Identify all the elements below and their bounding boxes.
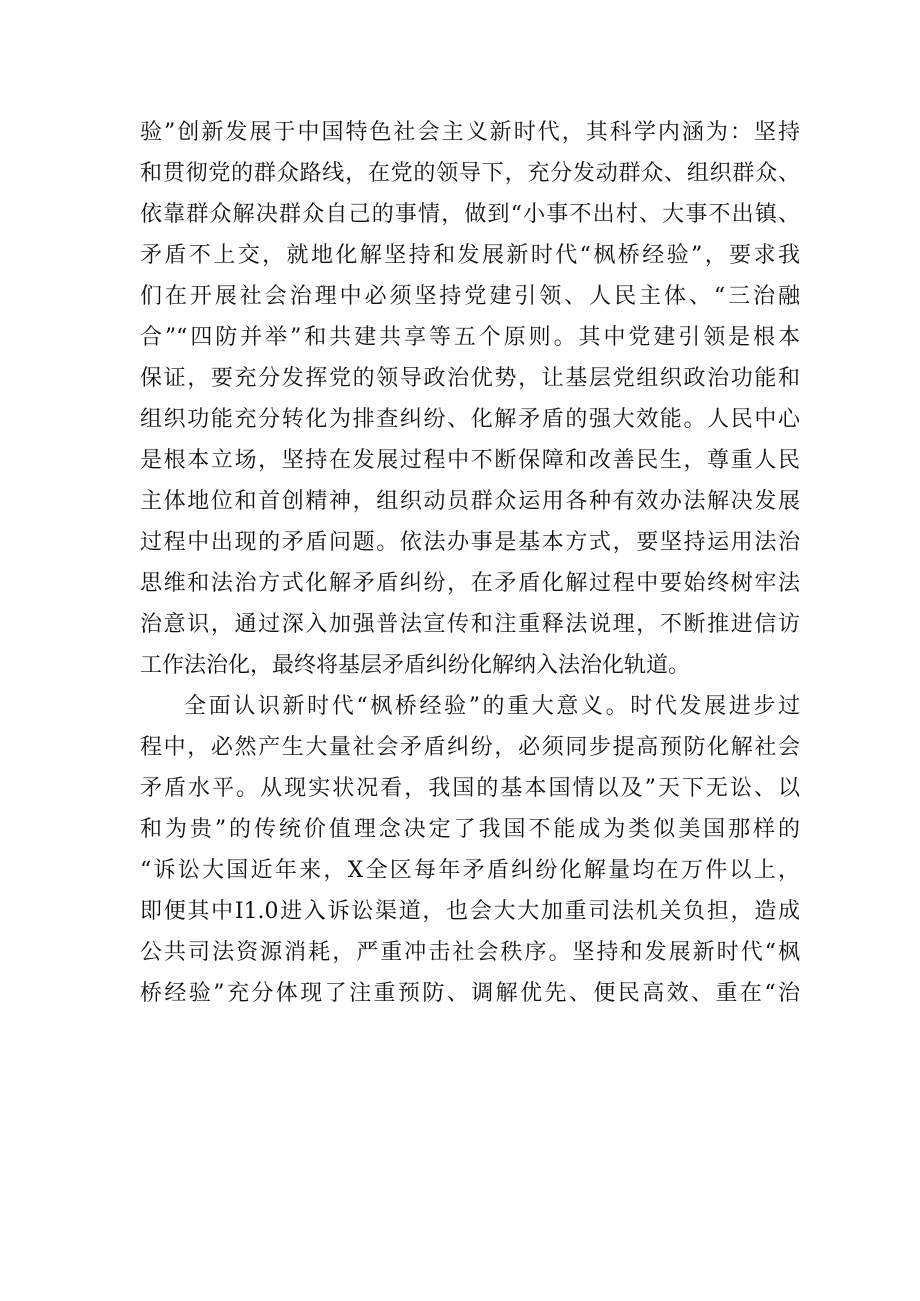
text-line: 们在开展社会治理中必须坚持党建引领、人民主体、“三治融 [140, 284, 800, 309]
text-line: 依靠群众解决群众自己的事情，做到“小事不出村、大事不出镇、 [140, 202, 800, 227]
text-line: 矛盾不上交，就地化解坚持和发展新时代“枫桥经验”，要求我 [140, 243, 800, 268]
text-line: 合”“四防并举”和共建共享等五个原则。其中党建引领是根本 [140, 325, 800, 350]
text-line: 验”创新发展于中国特色社会主义新时代，其科学内涵为：坚持 [140, 120, 800, 145]
paragraph-start-line: 全面认识新时代“枫桥经验”的重大意义。时代发展进步过 [184, 694, 800, 719]
text-line: 主体地位和首创精神，组织动员群众运用各种有效办法解决发展 [140, 489, 800, 514]
text-line: 治意识，通过深入加强普法宣传和注重释法说理，不断推进信访 [140, 612, 800, 637]
text-line: 程中，必然产生大量社会矛盾纠纷，必须同步提高预防化解社会 [140, 735, 800, 760]
text-line: 和为贵”的传统价值理念决定了我国不能成为类似美国那样的 [140, 817, 800, 842]
text-line: 和贯彻党的群众路线，在党的领导下，充分发动群众、组织群众、 [140, 161, 800, 186]
text-line: 矛盾水平。从现实状况看，我国的基本国情以及”天下无讼、以 [140, 776, 800, 801]
text-line: 是根本立场，坚持在发展过程中不断保障和改善民生，尊重人民 [140, 448, 800, 473]
text-line: 桥经验”充分体现了注重预防、调解优先、便民高效、重在“治 [140, 981, 800, 1006]
text-line: 组织功能充分转化为排查纠纷、化解矛盾的强大效能。人民中心 [140, 407, 800, 432]
text-line: 思维和法治方式化解矛盾纠纷，在矛盾化解过程中要始终树牢法 [140, 571, 800, 596]
text-line: 即便其中I1.0进入诉讼渠道，也会大大加重司法机关负担，造成 [140, 899, 800, 924]
text-line: 工作法治化，最终将基层矛盾纠纷化解纳入法治化轨道。 [140, 653, 691, 678]
text-line: 公共司法资源消耗，严重冲击社会秩序。坚持和发展新时代“枫 [140, 940, 800, 965]
text-line: 保证，要充分发挥党的领导政治优势，让基层党组织政治功能和 [140, 366, 800, 391]
body-text [140, 112, 800, 1014]
text-line: “诉讼大国近年来，X全区每年矛盾纠纷化解量均在万件以上， [140, 858, 800, 883]
text-line: 过程中出现的矛盾问题。依法办事是基本方式，要坚持运用法治 [140, 530, 800, 555]
